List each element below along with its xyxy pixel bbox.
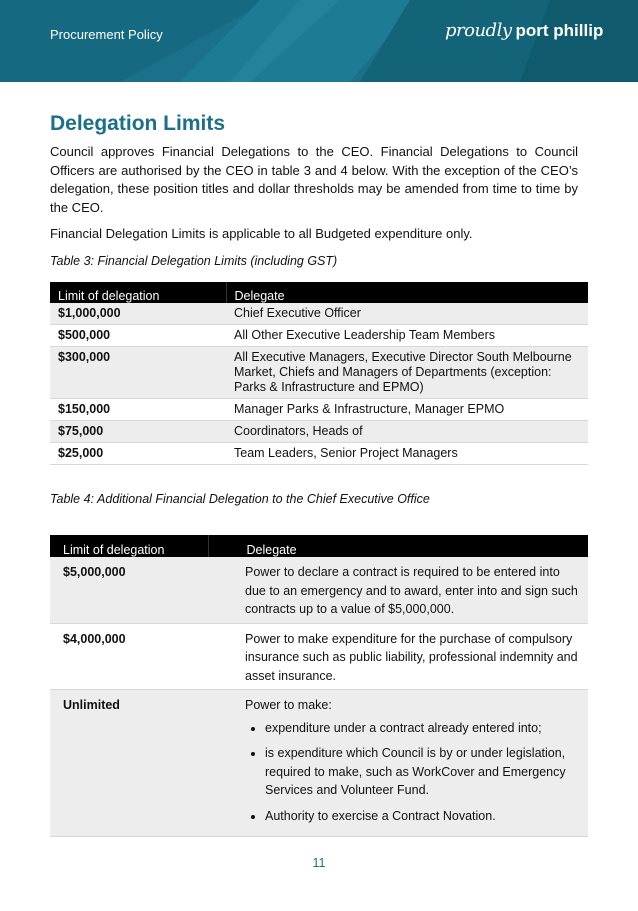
table-row [50, 623, 588, 690]
table-header-row [50, 535, 588, 557]
table-row [50, 399, 588, 421]
list-item: • is expenditure which Council is by or under legislation, required to make, such as WorkCover and Emergency Services and Volunteer Fund. [265, 744, 582, 800]
list-item: • Authority to exercise a Contract Novation. [265, 807, 582, 826]
limit-cell: $5,000,000 [50, 557, 208, 623]
column-header-limit: Limit of delegation [50, 535, 208, 557]
delegate-cell: All Other Executive Leadership Team Members [226, 325, 588, 347]
logo-script-text: proudly [445, 20, 512, 41]
logo-brand-text: port phillip [515, 21, 604, 40]
delegate-cell: All Executive Managers, Executive Director South Melbourne Market, Chiefs and Managers of Departments (exception: Parks & Infrastructure and EPMO) [226, 347, 588, 399]
column-header-delegate: Delegate [208, 535, 588, 557]
table-row [50, 347, 588, 399]
delegate-cell: Chief Executive Officer [226, 303, 588, 325]
delegate-bullet-list [245, 719, 582, 826]
table-header-row [50, 282, 588, 303]
delegate-intro: Power to make: [245, 698, 332, 712]
limit-cell: Unlimited [50, 690, 208, 837]
column-header-delegate: Delegate [226, 282, 588, 303]
intro-paragraph: Council approves Financial Delegations to the CEO. Financial Delegations to Council Officers are authorised by the CEO in table 3 and 4 below. With the exception of the CEO’s delegation, these position titles and dollar thresholds may be amended from time to time by the CEO. [50, 144, 578, 215]
section-heading: Delegation Limits [50, 112, 226, 135]
limit-cell: $75,000 [50, 421, 226, 443]
limit-cell: $4,000,000 [50, 623, 208, 690]
table-row [50, 325, 588, 347]
table-row [50, 421, 588, 443]
additional-delegation-table [50, 535, 588, 837]
limit-cell: $150,000 [50, 399, 226, 421]
document-title: Procurement Policy [50, 27, 163, 42]
limit-cell: $25,000 [50, 443, 226, 465]
table-row [50, 303, 588, 325]
table4-caption: Table 4: Additional Financial Delegation to the Chief Executive Office [50, 492, 430, 506]
column-header-limit: Limit of delegation [50, 282, 226, 303]
delegate-cell: Power to make expenditure for the purchase of compulsory insurance such as public liability, professional indemnity and asset insurance. [208, 623, 588, 690]
delegate-cell: Coordinators, Heads of [226, 421, 588, 443]
financial-delegation-table [50, 282, 588, 465]
delegate-cell [208, 690, 588, 837]
table-row [50, 443, 588, 465]
delegate-cell: Manager Parks & Infrastructure, Manager EPMO [226, 399, 588, 421]
table3-caption: Table 3: Financial Delegation Limits (including GST) [50, 254, 338, 268]
delegate-cell: Team Leaders, Senior Project Managers [226, 443, 588, 465]
table-row [50, 690, 588, 837]
page-number: 11 [312, 856, 326, 870]
limit-cell: $500,000 [50, 325, 226, 347]
table-row [50, 557, 588, 623]
council-logo [445, 20, 603, 41]
applicability-paragraph: Financial Delegation Limits is applicable to all Budgeted expenditure only. [50, 226, 473, 241]
list-item: • expenditure under a contract already entered into; [265, 719, 582, 738]
delegate-cell: Power to declare a contract is required to be entered into due to an emergency and to award, enter into and sign such contracts up to a value of $5,000,000. [208, 557, 588, 623]
limit-cell: $300,000 [50, 347, 226, 399]
page-header [0, 0, 638, 82]
limit-cell: $1,000,000 [50, 303, 226, 325]
